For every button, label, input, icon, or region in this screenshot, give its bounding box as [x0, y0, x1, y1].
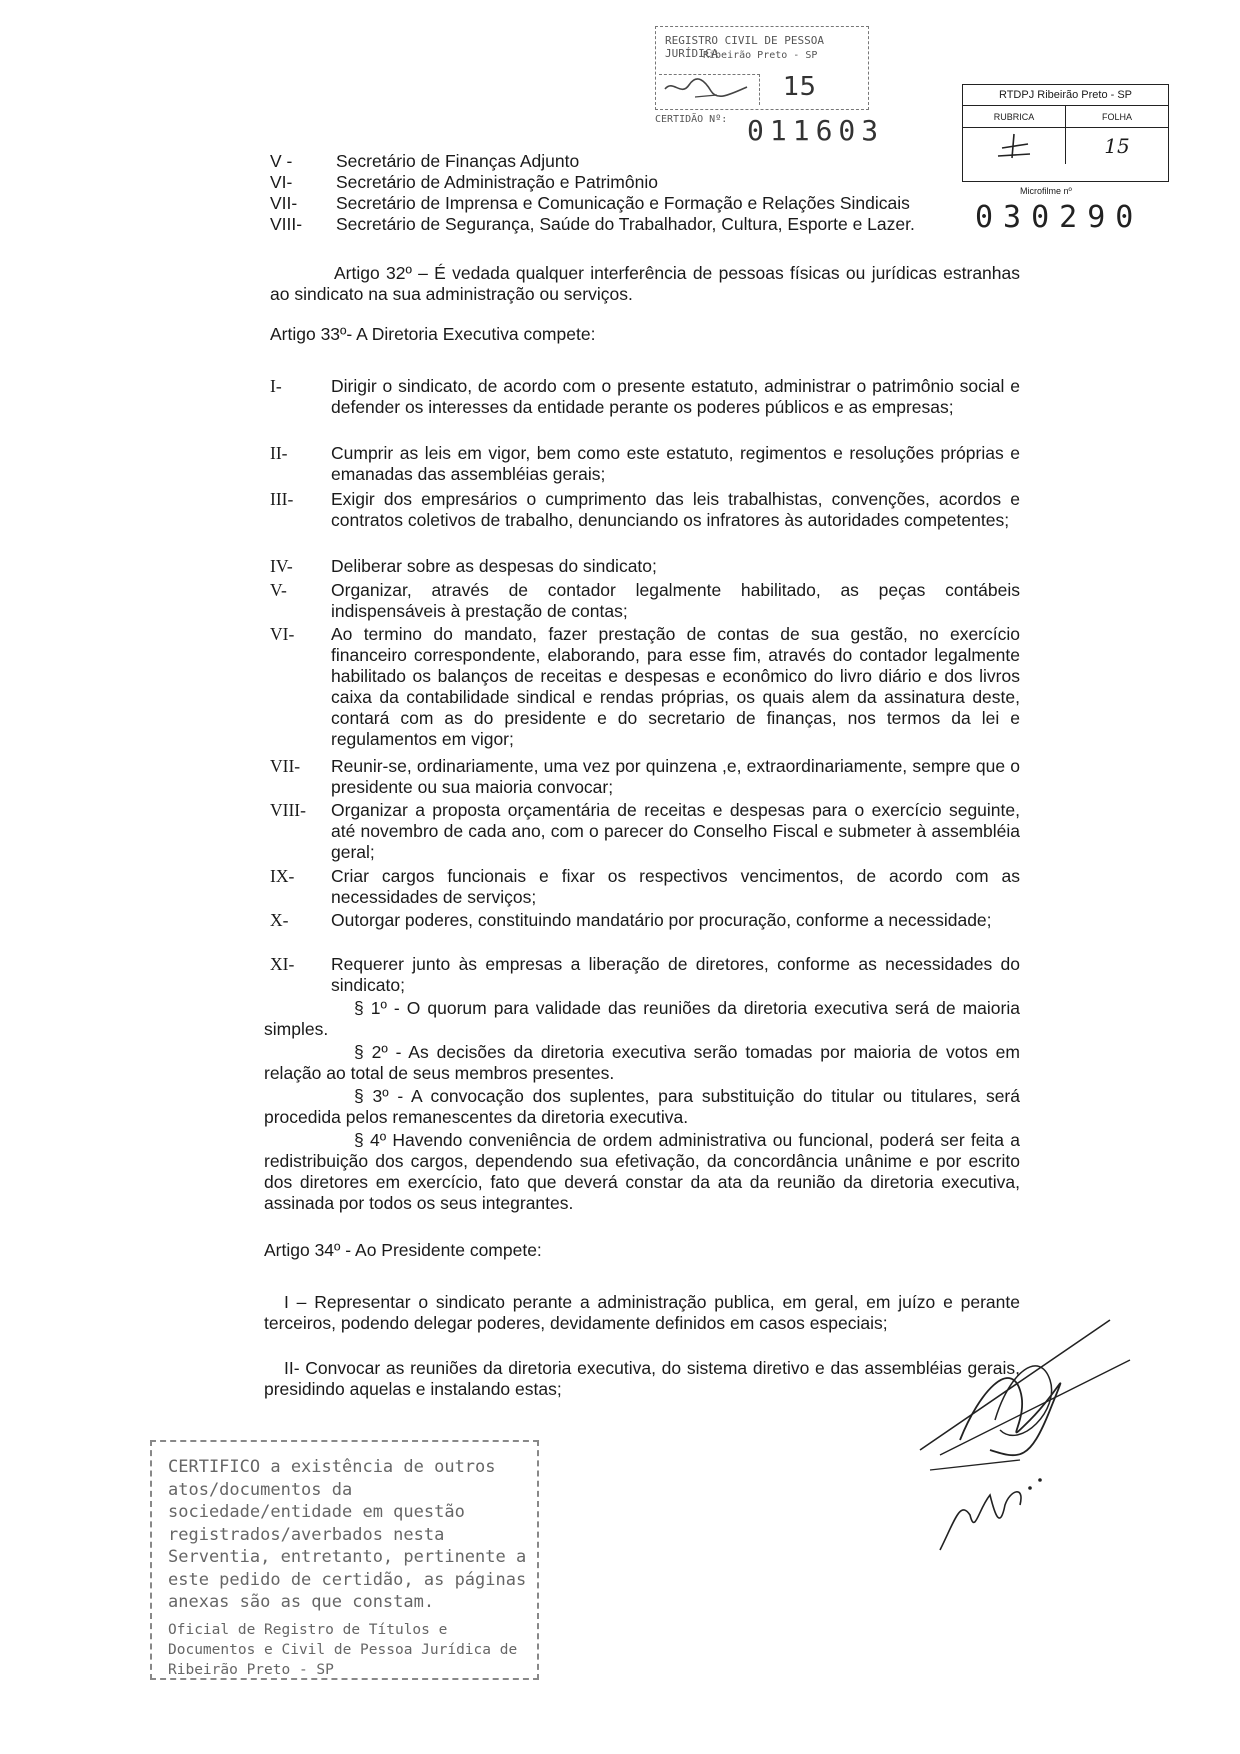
registry-stamp-city: Ribeirão Preto - SP — [703, 50, 818, 61]
list-item: Requerer junto às empresas a liberação de diretores, conforme as necessidades do sindicato; — [331, 954, 1020, 995]
registry-stamp-page: 15 — [783, 72, 817, 102]
secretary-text: Secretário de Imprensa e Comunicação e Formação e Relações Sindicais — [336, 193, 910, 213]
rubrica-signature — [963, 128, 1066, 164]
item-numeral: I- — [270, 376, 282, 396]
registry-stamp-title: REGISTRO CIVIL DE PESSOA JURÍDICA — [665, 34, 824, 60]
article-34-heading: Artigo 34º - Ao Presidente compete: — [264, 1240, 542, 1260]
handwritten-signature — [900, 1300, 1140, 1560]
item-numeral: X- — [270, 910, 289, 930]
item-numeral: IX- — [270, 866, 295, 886]
certificate-number-label: CERTIDÃO Nº: — [655, 114, 728, 125]
folha-label: FOLHA — [1101, 112, 1132, 122]
rtdpj-title: RTDPJ Ribeirão Preto - SP — [963, 85, 1168, 106]
rubrica-label: RUBRICA — [963, 106, 1066, 128]
secretary-num: VI- — [270, 172, 293, 192]
list-item: Cumprir as leis em vigor, bem como este estatuto, regimentos e resoluções próprias e emanadas das assembléias gerais; — [331, 443, 1020, 484]
item-numeral: VI- — [270, 624, 295, 644]
certificate-stamp-footer: Oficial de Registro de Títulos e Documentos e Civil de Pessoa Jurídica de Ribeirão Preto - SP — [168, 1622, 518, 1678]
list-item: Criar cargos funcionais e fixar os respectivos vencimentos, de acordo com as necessidades de serviços; — [331, 866, 1020, 907]
secretary-num: V - — [270, 151, 293, 171]
microfilme-label: Microfilme nº — [1020, 186, 1072, 196]
certificate-number: 011603 — [747, 114, 885, 147]
paragraph-4: § 4º Havendo conveniência de ordem administrativa ou funcional, poderá ser feita a redistribuição dos cargos, dependendo sua efetivação, da concordância unânime e por escrito dos diretores em exercício, fato que deverá constar da ata da reunião da diretoria executiva, assinada por todos os seus integrantes. — [264, 1130, 1020, 1213]
secretary-text: Secretário de Segurança, Saúde do Trabalhador, Cultura, Esporte e Lazer. — [336, 214, 915, 234]
item-numeral: IV- — [270, 556, 293, 576]
list-item: Reunir-se, ordinariamente, uma vez por quinzena ,e, extraordinariamente, sempre que o presidente ou sua maioria convocar; — [331, 756, 1020, 797]
folha-value: 15 — [1104, 134, 1130, 158]
paragraph-1: § 1º - O quorum para validade das reuniões da diretoria executiva será de maioria simples. — [264, 998, 1020, 1039]
registry-initials-signature — [659, 75, 755, 103]
president-item-2: II- Convocar as reuniões da diretoria executiva, do sistema diretivo e das assembléias gerais, presidindo aquelas e instalando estas; — [264, 1358, 1020, 1399]
item-numeral: V- — [270, 580, 287, 600]
list-item: Deliberar sobre as despesas do sindicato; — [331, 556, 657, 576]
secretary-text: Secretário de Administração e Patrimônio — [336, 172, 658, 192]
article-33-heading: Artigo 33º- A Diretoria Executiva compete: — [270, 324, 596, 344]
president-item-1: I – Representar o sindicato perante a administração publica, em geral, em juízo e perante terceiros, podendo delegar poderes, devidamente definidos em casos especiais; — [264, 1292, 1020, 1333]
item-numeral: XI- — [270, 954, 295, 974]
list-item: Organizar a proposta orçamentária de receitas e despesas para o exercício seguinte, até novembro de cada ano, com o parecer do Conselho Fiscal e submeter à assembléia geral; — [331, 800, 1020, 862]
list-item: Ao termino do mandato, fazer prestação de contas de sua gestão, no exercício financeiro correspondente, elaborando, para esse fim, através do contador legalmente habilitado os balanços de receitas e despesas e econômico do livro diário e dos livros caixa da contabilidade sindical e rendas próprias, os quais alem da assinatura deste, contará com as do presidente e do secretario de finanças, nos termos da lei e regulamentos em vigor; — [331, 624, 1020, 749]
list-item: Exigir dos empresários o cumprimento das leis trabalhistas, convenções, acordos e contratos coletivos de trabalho, denunciando os infratores às autoridades competentes; — [331, 489, 1020, 530]
item-numeral: VIII- — [270, 800, 306, 820]
registry-stamp — [655, 26, 885, 147]
article-32: Artigo 32º – É vedada qualquer interferência de pessoas físicas ou jurídicas estranhas ao sindicato na sua administração ou serviços. — [270, 263, 1020, 304]
secretary-text: Secretário de Finanças Adjunto — [336, 151, 580, 171]
rubrica-mark — [984, 130, 1044, 162]
secretary-num: VII- — [270, 193, 298, 213]
registry-stamp-signature-cell — [659, 74, 760, 105]
item-numeral: III- — [270, 489, 294, 509]
secretary-num: VIII- — [270, 214, 303, 234]
list-item: Organizar, através de contador legalmente habilitado, as peças contábeis indispensáveis à prestação de contas; — [331, 580, 1020, 621]
microfilme-number: 030290 — [975, 200, 1144, 235]
item-numeral: VII- — [270, 756, 301, 776]
paragraph-2: § 2º - As decisões da diretoria executiva serão tomadas por maioria de votos em relação ao total de seus membros presentes. — [264, 1042, 1020, 1083]
certificate-stamp-body: CERTIFICO a existência de outros atos/documentos da sociedade/entidade em questão registrados/averbados nesta Serventia, entretanto, pertinente a este pedido de certidão, as páginas anexas são as que constam. — [168, 1457, 527, 1612]
item-numeral: II- — [270, 443, 288, 463]
certificate-stamp — [150, 1440, 539, 1680]
list-item: Outorgar poderes, constituindo mandatário por procuração, conforme a necessidade; — [331, 910, 992, 930]
paragraph-3: § 3º - A convocação dos suplentes, para substituição do titular ou titulares, será procedida pelos remanescentes da diretoria executiva. — [264, 1086, 1020, 1127]
list-item: Dirigir o sindicato, de acordo com o presente estatuto, administrar o patrimônio social e defender os interesses da entidade perante os poderes públicos e as empresas; — [331, 376, 1020, 417]
rtdpj-box — [962, 84, 1169, 182]
